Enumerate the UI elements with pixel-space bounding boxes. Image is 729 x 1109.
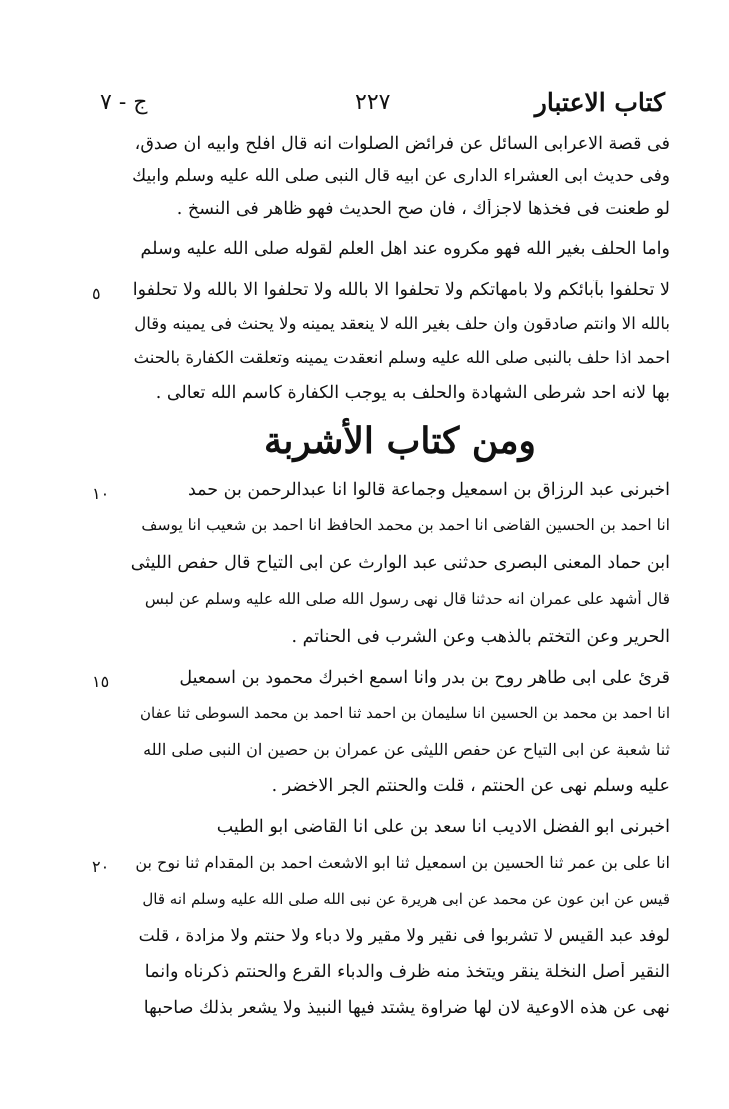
- text-line: ابن حماد المعنى البصرى حدثنى عبد الوارث عن ابى التياح قال حفص الليثى: [130, 553, 670, 573]
- text-line: احمد اذا حلف بالنبى صلى الله عليه وسلم انعقدت يمينه وتعلقت الكفارة بالحنث: [133, 348, 670, 367]
- volume-label: ج - ٧: [100, 90, 148, 115]
- text-line: النقير أصل النخلة ينقر ويتخذ منه ظرف والدباء القرع والحنتم ذكرناه وانما: [144, 962, 670, 982]
- text-line: بالله الا وانتم صادقون وان حلف بغير الله لا ينعقد يمينه ولا يحنث فى يمينه وقال: [134, 314, 670, 333]
- text-line: نهى عن هذه الاوعية لان لها ضراوة يشتد فيها النبيذ ولا يشعر بذلك صاحبها: [143, 998, 670, 1018]
- text-line: قيس عن ابن عون عن محمد عن ابى هريرة عن نبى الله صلى الله عليه وسلم انه قال: [142, 890, 670, 908]
- text-line: ثنا شعبة عن ابى التياح عن حفص الليثى عن عمران بن حصين ان النبى صلى الله: [143, 740, 670, 759]
- line-number-marker: ١٠: [92, 484, 110, 503]
- text-line: اخبرنى ابو الفضل الاديب انا سعد بن على انا القاضى ابو الطيب: [216, 817, 670, 837]
- text-line: الحرير وعن التختم بالذهب وعن الشرب فى الحناتم .: [291, 627, 670, 647]
- line-number-marker: ٢٠: [92, 857, 110, 876]
- text-line: عليه وسلم نهى عن الحنتم ، قلت والحنتم الجر الاخضر .: [271, 776, 670, 796]
- line-number-marker: ١٥: [92, 672, 110, 691]
- text-line: بها لانه احد شرطى الشهادة والحلف به يوجب الكفارة كاسم الله تعالى .: [155, 383, 670, 403]
- text-line: واما الحلف بغير الله فهو مكروه عند اهل العلم لقوله صلى الله عليه وسلم: [140, 239, 670, 259]
- book-title: كتاب الاعتبار: [534, 88, 665, 117]
- line-number-marker: ٥: [92, 284, 101, 303]
- text-line: لوفد عبد القيس لا تشربوا فى نقير ولا مقير ولا دباء ولا حنتم ولا مزادة ، قلت: [138, 926, 670, 946]
- text-line: انا على بن عمر ثنا الحسين بن اسمعيل ثنا ابو الاشعث احمد بن المقدام ثنا نوح بن: [135, 853, 670, 872]
- text-line: وفى حديث ابى العشراء الدارى عن ابيه قال النبى صلى الله عليه وسلم وابيك: [132, 166, 670, 186]
- text-line: اخبرنى عبد الرزاق بن اسمعيل وجماعة قالوا انا عبدالرحمن بن حمد: [187, 480, 670, 500]
- section-heading: ومن كتاب الأشربة: [264, 420, 536, 462]
- text-line: قال أشهد على عمران انه حدثنا قال نهى رسول الله صلى الله عليه وسلم عن لبس: [144, 590, 670, 608]
- text-line: انا احمد بن محمد بن الحسين انا سليمان بن احمد ثنا احمد بن محمد السوطى ثنا عفان: [139, 704, 670, 722]
- text-line: انا احمد بن الحسين القاضى انا احمد بن محمد الحافظ انا احمد بن شعيب انا يوسف: [141, 516, 670, 534]
- page-number: ٢٢٧: [355, 90, 391, 115]
- text-line: فى قصة الاعرابى السائل عن فرائض الصلوات انه قال افلح وابيه ان صدق،: [134, 134, 670, 154]
- text-line: قرئ على ابى طاهر روح بن بدر وانا اسمع اخبرك محمود بن اسمعيل: [179, 668, 670, 688]
- text-line: لا تحلفوا بآبائكم ولا بامهاتكم ولا تحلفوا الا بالله ولا تحلفوا الا بالله ولا تحلفوا: [132, 280, 670, 300]
- page-header: [100, 88, 665, 122]
- text-line: لو طعنت فى فخذها لاجزأك ، فان صح الحديث فهو ظاهر فى النسخ .: [176, 199, 670, 219]
